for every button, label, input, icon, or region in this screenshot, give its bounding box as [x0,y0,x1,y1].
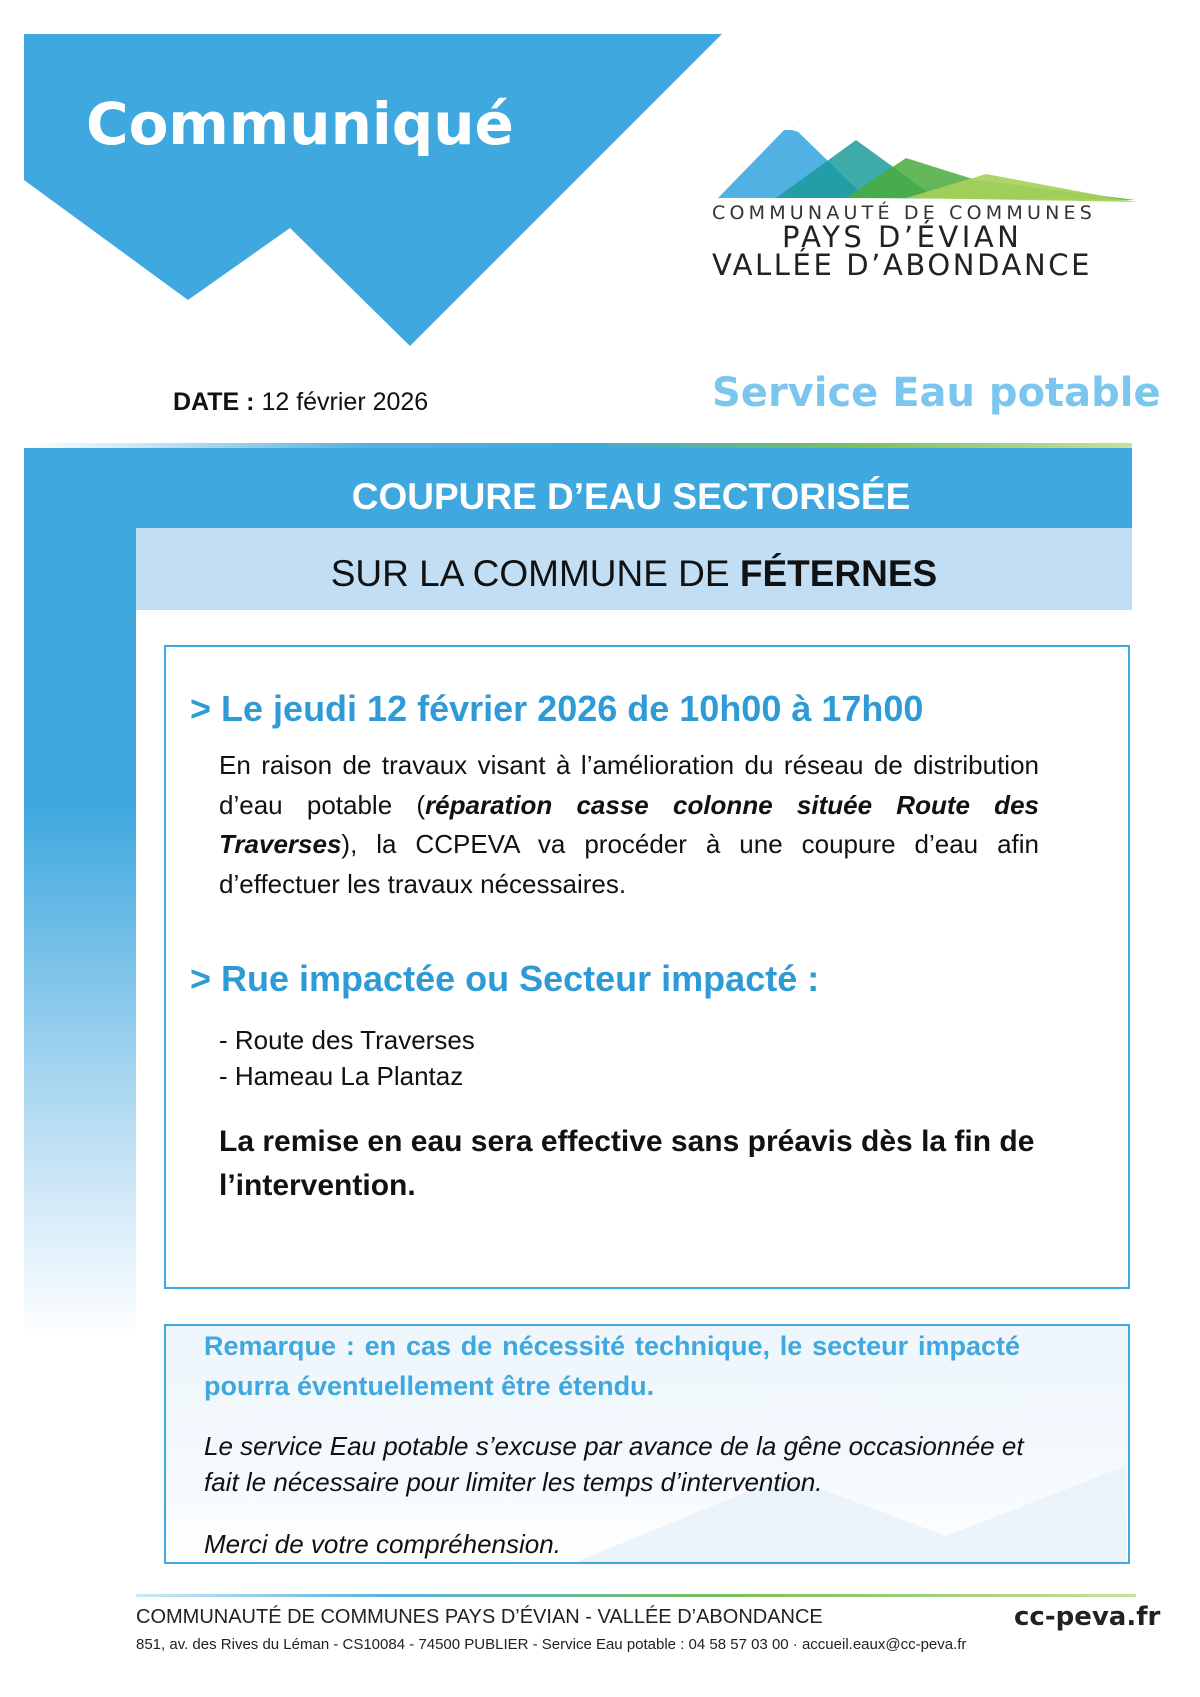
footer-address: 851, av. des Rives du Léman - CS10084 - 74500 PUBLIER - Service Eau potable : 04 58 57 03 00 · accueil.eaux@cc-peva.fr [136,1636,967,1653]
date-line [173,388,428,417]
schedule-title: > Le jeudi 12 février 2026 de 10h00 à 17h00 [190,688,924,729]
subheadline [136,553,1132,595]
restore-note: La remise en eau sera effective sans préavis dès la fin de l’intervention. [219,1125,1035,1202]
body-bold: réparation casse colonne située Route des Traverses [219,789,1039,859]
banner-triangle [24,34,722,346]
body-part-1: En raison de travaux visant à l’amélioration du réseau de distribution d’eau potable ( [219,750,1039,820]
impact-title: > Rue impactée ou Secteur impacté : [190,958,820,999]
footer-org: COMMUNAUTÉ DE COMMUNES PAYS D’ÉVIAN - VALLÉE D’ABONDANCE [136,1606,823,1628]
list-item: - Route des Traverses [219,1025,475,1055]
list-item: - Hameau La Plantaz [219,1061,464,1091]
page-title: Communiqué [86,90,514,158]
apology-text: Le service Eau potable s’excuse par avance de la gêne occasionnée et fait le nécessaire pour limiter les temps d’intervention. [204,1431,1024,1497]
headline: COUPURE D’EAU SECTORISÉE [351,476,911,517]
left-accent-column [24,448,136,1338]
subheadline-prefix: SUR LA COMMUNE DE [330,553,730,594]
logo-line-1: COMMUNAUTÉ DE COMMUNES [712,202,1096,224]
date-value: 12 février 2026 [261,388,429,416]
commune-name: FÉTERNES [739,553,938,594]
service-title: Service Eau potable [712,370,1161,416]
remark-text: Remarque : en cas de nécessité technique, le secteur impacté pourra éventuellement être étendu. [204,1331,1020,1401]
logo-line-3: VALLÉE D’ABONDANCE [712,248,1093,282]
body-part-2: ), la CCPEVA va procéder à une coupure d’eau afin d’effectuer les travaux nécessaires. [219,829,1039,899]
date-label: DATE : [173,388,255,416]
thanks-text: Merci de votre compréhension. [204,1529,561,1559]
notice-body [219,746,1039,904]
footer-website-link[interactable]: cc-peva.fr [1014,1602,1161,1632]
logo-line-2: PAYS D’ÉVIAN [782,220,1023,254]
footer-divider [136,1594,1136,1597]
